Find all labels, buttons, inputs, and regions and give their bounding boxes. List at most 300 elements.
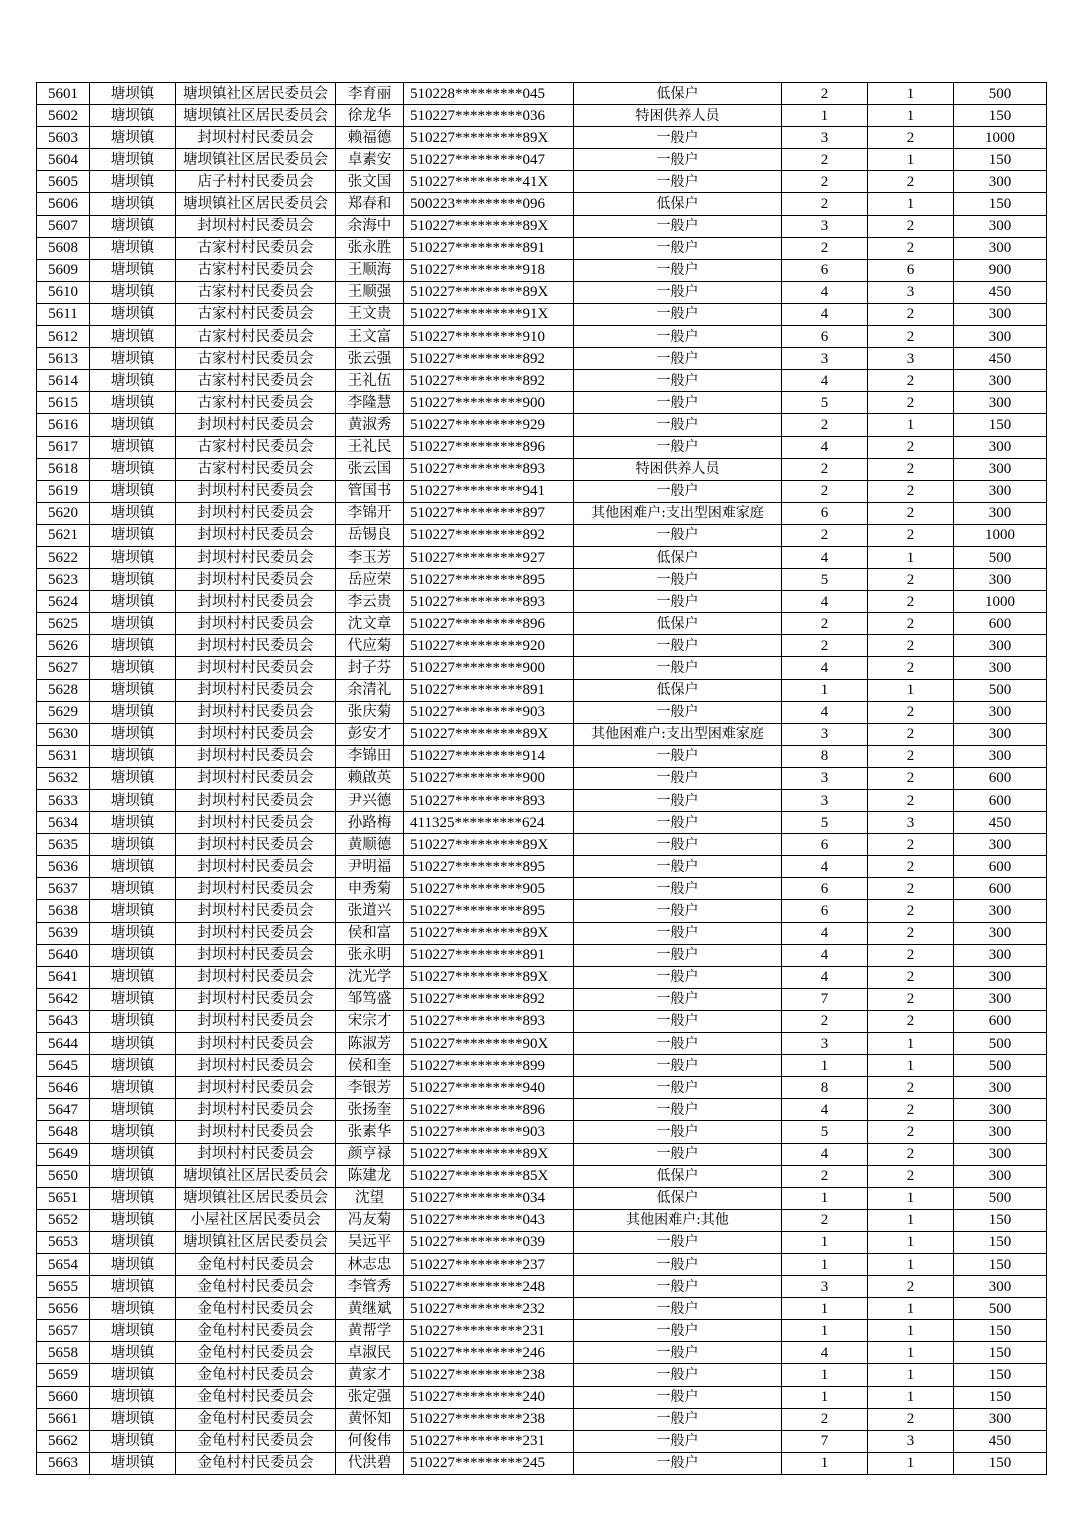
table-row — [37, 1209, 1047, 1231]
household-size-cell: 1 — [782, 1187, 868, 1209]
id-number-cell: 500223*********096 — [404, 193, 574, 215]
table-row — [37, 944, 1047, 966]
committee-name-cell: 封坝村村民委员会 — [176, 569, 336, 591]
household-size-cell: 5 — [782, 392, 868, 414]
amount-cell: 600 — [954, 878, 1047, 900]
beneficiaries-cell: 2 — [868, 701, 954, 723]
table-row — [37, 1187, 1047, 1209]
beneficiaries-cell: 1 — [868, 414, 954, 436]
household-type-cell: 一般户 — [574, 878, 782, 900]
committee-name-cell: 塘坝镇社区居民委员会 — [176, 149, 336, 171]
town-name-cell: 塘坝镇 — [90, 988, 176, 1010]
committee-name-cell: 封坝村村民委员会 — [176, 1121, 336, 1143]
household-size-cell: 3 — [782, 790, 868, 812]
household-size-cell: 2 — [782, 635, 868, 657]
town-name-cell: 塘坝镇 — [90, 1165, 176, 1187]
household-size-cell: 4 — [782, 856, 868, 878]
town-name-cell: 塘坝镇 — [90, 701, 176, 723]
household-size-cell: 4 — [782, 1342, 868, 1364]
id-number-cell: 510227*********896 — [404, 613, 574, 635]
household-type-cell: 一般户 — [574, 1253, 782, 1275]
table-row — [37, 591, 1047, 613]
person-name-cell: 李管秀 — [336, 1276, 404, 1298]
table-row — [37, 1033, 1047, 1055]
household-type-cell: 一般户 — [574, 922, 782, 944]
household-size-cell: 1 — [782, 1055, 868, 1077]
town-name-cell: 塘坝镇 — [90, 281, 176, 303]
table-row — [37, 988, 1047, 1010]
id-number-cell: 510227*********41X — [404, 171, 574, 193]
committee-name-cell: 塘坝镇社区居民委员会 — [176, 1187, 336, 1209]
town-name-cell: 塘坝镇 — [90, 149, 176, 171]
person-name-cell: 余清礼 — [336, 679, 404, 701]
table-row — [37, 237, 1047, 259]
amount-cell: 300 — [954, 326, 1047, 348]
row-number-cell: 5635 — [37, 834, 90, 856]
person-name-cell: 代洪碧 — [336, 1452, 404, 1474]
household-size-cell: 8 — [782, 1077, 868, 1099]
id-number-cell: 510227*********896 — [404, 436, 574, 458]
table-row — [37, 1364, 1047, 1386]
table-row — [37, 1099, 1047, 1121]
beneficiaries-cell: 1 — [868, 1187, 954, 1209]
committee-name-cell: 封坝村村民委员会 — [176, 502, 336, 524]
amount-cell: 300 — [954, 701, 1047, 723]
committee-name-cell: 封坝村村民委员会 — [176, 679, 336, 701]
household-type-cell: 一般户 — [574, 1342, 782, 1364]
town-name-cell: 塘坝镇 — [90, 1430, 176, 1452]
table-row — [37, 1298, 1047, 1320]
table-row — [37, 1408, 1047, 1430]
row-number-cell: 5624 — [37, 591, 90, 613]
committee-name-cell: 封坝村村民委员会 — [176, 414, 336, 436]
household-size-cell: 6 — [782, 259, 868, 281]
beneficiaries-cell: 2 — [868, 966, 954, 988]
town-name-cell: 塘坝镇 — [90, 1452, 176, 1474]
person-name-cell: 岳锡良 — [336, 524, 404, 546]
person-name-cell: 张道兴 — [336, 900, 404, 922]
household-type-cell: 一般户 — [574, 281, 782, 303]
household-size-cell: 1 — [782, 1298, 868, 1320]
household-size-cell: 2 — [782, 480, 868, 502]
committee-name-cell: 店子村村民委员会 — [176, 171, 336, 193]
household-size-cell: 1 — [782, 1231, 868, 1253]
committee-name-cell: 古家村村民委员会 — [176, 370, 336, 392]
beneficiaries-cell: 2 — [868, 723, 954, 745]
household-type-cell: 一般户 — [574, 370, 782, 392]
household-size-cell: 6 — [782, 878, 868, 900]
row-number-cell: 5616 — [37, 414, 90, 436]
town-name-cell: 塘坝镇 — [90, 613, 176, 635]
committee-name-cell: 封坝村村民委员会 — [176, 635, 336, 657]
row-number-cell: 5644 — [37, 1033, 90, 1055]
beneficiaries-cell: 2 — [868, 480, 954, 502]
town-name-cell: 塘坝镇 — [90, 1342, 176, 1364]
table-row — [37, 1320, 1047, 1342]
town-name-cell: 塘坝镇 — [90, 83, 176, 105]
beneficiaries-cell: 1 — [868, 1033, 954, 1055]
household-type-cell: 特困供养人员 — [574, 458, 782, 480]
beneficiaries-cell: 1 — [868, 1342, 954, 1364]
person-name-cell: 沈望 — [336, 1187, 404, 1209]
person-name-cell: 张素华 — [336, 1121, 404, 1143]
town-name-cell: 塘坝镇 — [90, 524, 176, 546]
id-number-cell: 510227*********891 — [404, 237, 574, 259]
id-number-cell: 510227*********043 — [404, 1209, 574, 1231]
id-number-cell: 510227*********89X — [404, 834, 574, 856]
committee-name-cell: 封坝村村民委员会 — [176, 767, 336, 789]
town-name-cell: 塘坝镇 — [90, 856, 176, 878]
beneficiaries-cell: 2 — [868, 1010, 954, 1032]
household-size-cell: 3 — [782, 127, 868, 149]
id-number-cell: 510227*********248 — [404, 1276, 574, 1298]
committee-name-cell: 古家村村民委员会 — [176, 237, 336, 259]
household-type-cell: 一般户 — [574, 1121, 782, 1143]
committee-name-cell: 金龟村村民委员会 — [176, 1364, 336, 1386]
table-row — [37, 1430, 1047, 1452]
person-name-cell: 赖啟英 — [336, 767, 404, 789]
amount-cell: 300 — [954, 370, 1047, 392]
amount-cell: 600 — [954, 790, 1047, 812]
committee-name-cell: 金龟村村民委员会 — [176, 1430, 336, 1452]
household-size-cell: 2 — [782, 149, 868, 171]
id-number-cell: 510227*********900 — [404, 657, 574, 679]
committee-name-cell: 封坝村村民委员会 — [176, 1143, 336, 1165]
town-name-cell: 塘坝镇 — [90, 1121, 176, 1143]
household-size-cell: 2 — [782, 1165, 868, 1187]
household-size-cell: 7 — [782, 988, 868, 1010]
row-number-cell: 5663 — [37, 1452, 90, 1474]
row-number-cell: 5614 — [37, 370, 90, 392]
household-size-cell: 4 — [782, 701, 868, 723]
person-name-cell: 李隆慧 — [336, 392, 404, 414]
id-number-cell: 510227*********891 — [404, 944, 574, 966]
household-type-cell: 一般户 — [574, 480, 782, 502]
id-number-cell: 510227*********895 — [404, 856, 574, 878]
town-name-cell: 塘坝镇 — [90, 127, 176, 149]
table-row — [37, 767, 1047, 789]
person-name-cell: 王礼伍 — [336, 370, 404, 392]
committee-name-cell: 封坝村村民委员会 — [176, 524, 336, 546]
table-row — [37, 83, 1047, 105]
beneficiaries-cell: 2 — [868, 878, 954, 900]
id-number-cell: 510227*********039 — [404, 1231, 574, 1253]
household-size-cell: 2 — [782, 237, 868, 259]
id-number-cell: 510227*********893 — [404, 458, 574, 480]
table-row — [37, 370, 1047, 392]
amount-cell: 500 — [954, 679, 1047, 701]
town-name-cell: 塘坝镇 — [90, 790, 176, 812]
table-row — [37, 790, 1047, 812]
id-number-cell: 510227*********89X — [404, 1143, 574, 1165]
beneficiaries-cell: 2 — [868, 370, 954, 392]
household-size-cell: 1 — [782, 1253, 868, 1275]
household-type-cell: 低保户 — [574, 83, 782, 105]
committee-name-cell: 金龟村村民委员会 — [176, 1276, 336, 1298]
committee-name-cell: 古家村村民委员会 — [176, 259, 336, 281]
beneficiaries-cell: 1 — [868, 83, 954, 105]
person-name-cell: 邹笃盛 — [336, 988, 404, 1010]
row-number-cell: 5610 — [37, 281, 90, 303]
row-number-cell: 5645 — [37, 1055, 90, 1077]
id-number-cell: 510227*********914 — [404, 745, 574, 767]
household-size-cell: 3 — [782, 215, 868, 237]
amount-cell: 300 — [954, 1121, 1047, 1143]
person-name-cell: 王顺海 — [336, 259, 404, 281]
beneficiaries-cell: 2 — [868, 326, 954, 348]
id-number-cell: 510227*********897 — [404, 502, 574, 524]
id-number-cell: 510227*********893 — [404, 1010, 574, 1032]
row-number-cell: 5660 — [37, 1386, 90, 1408]
amount-cell: 300 — [954, 635, 1047, 657]
table-row — [37, 900, 1047, 922]
row-number-cell: 5632 — [37, 767, 90, 789]
beneficiaries-cell: 1 — [868, 1055, 954, 1077]
committee-name-cell: 封坝村村民委员会 — [176, 546, 336, 568]
household-type-cell: 一般户 — [574, 767, 782, 789]
person-name-cell: 张永胜 — [336, 237, 404, 259]
town-name-cell: 塘坝镇 — [90, 105, 176, 127]
amount-cell: 300 — [954, 1165, 1047, 1187]
committee-name-cell: 塘坝镇社区居民委员会 — [176, 1231, 336, 1253]
table-row — [37, 1121, 1047, 1143]
id-number-cell: 510227*********899 — [404, 1055, 574, 1077]
table-row — [37, 878, 1047, 900]
household-type-cell: 一般户 — [574, 1298, 782, 1320]
household-size-cell: 5 — [782, 569, 868, 591]
person-name-cell: 张定强 — [336, 1386, 404, 1408]
id-number-cell: 411325*********624 — [404, 812, 574, 834]
table-row — [37, 281, 1047, 303]
household-type-cell: 一般户 — [574, 1452, 782, 1474]
beneficiaries-cell: 3 — [868, 812, 954, 834]
table-row — [37, 392, 1047, 414]
row-number-cell: 5627 — [37, 657, 90, 679]
person-name-cell: 郑春和 — [336, 193, 404, 215]
beneficiaries-cell: 2 — [868, 767, 954, 789]
row-number-cell: 5643 — [37, 1010, 90, 1032]
person-name-cell: 封子芬 — [336, 657, 404, 679]
row-number-cell: 5656 — [37, 1298, 90, 1320]
household-type-cell: 一般户 — [574, 348, 782, 370]
household-type-cell: 一般户 — [574, 856, 782, 878]
household-type-cell: 一般户 — [574, 436, 782, 458]
beneficiaries-cell: 2 — [868, 215, 954, 237]
table-row — [37, 326, 1047, 348]
person-name-cell: 张扬奎 — [336, 1099, 404, 1121]
amount-cell: 600 — [954, 1010, 1047, 1032]
person-name-cell: 侯和奎 — [336, 1055, 404, 1077]
id-number-cell: 510227*********90X — [404, 1033, 574, 1055]
amount-cell: 300 — [954, 834, 1047, 856]
household-type-cell: 一般户 — [574, 1099, 782, 1121]
amount-cell: 500 — [954, 1033, 1047, 1055]
town-name-cell: 塘坝镇 — [90, 679, 176, 701]
household-size-cell: 4 — [782, 546, 868, 568]
table-row — [37, 812, 1047, 834]
amount-cell: 300 — [954, 1143, 1047, 1165]
row-number-cell: 5603 — [37, 127, 90, 149]
person-name-cell: 黄淑秀 — [336, 414, 404, 436]
person-name-cell: 尹明福 — [336, 856, 404, 878]
person-name-cell: 吴远平 — [336, 1231, 404, 1253]
town-name-cell: 塘坝镇 — [90, 878, 176, 900]
household-type-cell: 一般户 — [574, 1010, 782, 1032]
household-size-cell: 5 — [782, 1121, 868, 1143]
town-name-cell: 塘坝镇 — [90, 1253, 176, 1275]
id-number-cell: 510227*********941 — [404, 480, 574, 502]
amount-cell: 500 — [954, 546, 1047, 568]
amount-cell: 500 — [954, 83, 1047, 105]
row-number-cell: 5622 — [37, 546, 90, 568]
household-size-cell: 2 — [782, 171, 868, 193]
id-number-cell: 510227*********893 — [404, 591, 574, 613]
person-name-cell: 尹兴德 — [336, 790, 404, 812]
beneficiaries-cell: 2 — [868, 392, 954, 414]
town-name-cell: 塘坝镇 — [90, 414, 176, 436]
person-name-cell: 张云国 — [336, 458, 404, 480]
row-number-cell: 5621 — [37, 524, 90, 546]
household-type-cell: 其他困难户:支出型困难家庭 — [574, 723, 782, 745]
amount-cell: 450 — [954, 1430, 1047, 1452]
household-size-cell: 1 — [782, 1452, 868, 1474]
amount-cell: 300 — [954, 1077, 1047, 1099]
household-size-cell: 2 — [782, 414, 868, 436]
committee-name-cell: 封坝村村民委员会 — [176, 812, 336, 834]
beneficiaries-cell: 1 — [868, 546, 954, 568]
row-number-cell: 5609 — [37, 259, 90, 281]
household-size-cell: 2 — [782, 1209, 868, 1231]
town-name-cell: 塘坝镇 — [90, 1033, 176, 1055]
town-name-cell: 塘坝镇 — [90, 745, 176, 767]
household-size-cell: 6 — [782, 834, 868, 856]
amount-cell: 150 — [954, 1452, 1047, 1474]
id-number-cell: 510227*********238 — [404, 1364, 574, 1386]
amount-cell: 300 — [954, 922, 1047, 944]
row-number-cell: 5652 — [37, 1209, 90, 1231]
beneficiaries-cell: 2 — [868, 1408, 954, 1430]
beneficiaries-cell: 3 — [868, 1430, 954, 1452]
id-number-cell: 510227*********238 — [404, 1408, 574, 1430]
person-name-cell: 代应菊 — [336, 635, 404, 657]
town-name-cell: 塘坝镇 — [90, 591, 176, 613]
id-number-cell: 510227*********89X — [404, 966, 574, 988]
row-number-cell: 5646 — [37, 1077, 90, 1099]
committee-name-cell: 封坝村村民委员会 — [176, 613, 336, 635]
beneficiaries-cell: 2 — [868, 944, 954, 966]
town-name-cell: 塘坝镇 — [90, 480, 176, 502]
household-type-cell: 低保户 — [574, 1187, 782, 1209]
id-number-cell: 510227*********896 — [404, 1099, 574, 1121]
amount-cell: 300 — [954, 900, 1047, 922]
table-row — [37, 635, 1047, 657]
committee-name-cell: 金龟村村民委员会 — [176, 1386, 336, 1408]
town-name-cell: 塘坝镇 — [90, 723, 176, 745]
row-number-cell: 5625 — [37, 613, 90, 635]
household-size-cell: 2 — [782, 193, 868, 215]
id-number-cell: 510227*********892 — [404, 370, 574, 392]
town-name-cell: 塘坝镇 — [90, 922, 176, 944]
row-number-cell: 5654 — [37, 1253, 90, 1275]
person-name-cell: 陈淑芳 — [336, 1033, 404, 1055]
committee-name-cell: 封坝村村民委员会 — [176, 215, 336, 237]
beneficiaries-cell: 2 — [868, 591, 954, 613]
beneficiaries-cell: 1 — [868, 1452, 954, 1474]
household-type-cell: 一般户 — [574, 944, 782, 966]
beneficiaries-cell: 2 — [868, 458, 954, 480]
table-row — [37, 348, 1047, 370]
table-row — [37, 1342, 1047, 1364]
committee-name-cell: 封坝村村民委员会 — [176, 1033, 336, 1055]
beneficiaries-cell: 1 — [868, 1386, 954, 1408]
committee-name-cell: 封坝村村民委员会 — [176, 1055, 336, 1077]
beneficiaries-cell: 1 — [868, 1253, 954, 1275]
household-size-cell: 2 — [782, 458, 868, 480]
town-name-cell: 塘坝镇 — [90, 326, 176, 348]
town-name-cell: 塘坝镇 — [90, 193, 176, 215]
household-size-cell: 5 — [782, 812, 868, 834]
person-name-cell: 黄继斌 — [336, 1298, 404, 1320]
amount-cell: 150 — [954, 1320, 1047, 1342]
town-name-cell: 塘坝镇 — [90, 1187, 176, 1209]
household-type-cell: 一般户 — [574, 745, 782, 767]
beneficiaries-cell: 2 — [868, 834, 954, 856]
beneficiaries-cell: 1 — [868, 149, 954, 171]
town-name-cell: 塘坝镇 — [90, 171, 176, 193]
committee-name-cell: 古家村村民委员会 — [176, 326, 336, 348]
beneficiaries-cell: 3 — [868, 281, 954, 303]
person-name-cell: 冯友菊 — [336, 1209, 404, 1231]
amount-cell: 300 — [954, 303, 1047, 325]
committee-name-cell: 封坝村村民委员会 — [176, 834, 336, 856]
beneficiaries-cell: 3 — [868, 348, 954, 370]
amount-cell: 300 — [954, 745, 1047, 767]
household-size-cell: 4 — [782, 303, 868, 325]
town-name-cell: 塘坝镇 — [90, 1298, 176, 1320]
town-name-cell: 塘坝镇 — [90, 215, 176, 237]
row-number-cell: 5605 — [37, 171, 90, 193]
committee-name-cell: 金龟村村民委员会 — [176, 1408, 336, 1430]
household-size-cell: 3 — [782, 723, 868, 745]
household-size-cell: 1 — [782, 105, 868, 127]
committee-name-cell: 金龟村村民委员会 — [176, 1298, 336, 1320]
committee-name-cell: 塘坝镇社区居民委员会 — [176, 105, 336, 127]
household-type-cell: 一般户 — [574, 524, 782, 546]
household-type-cell: 其他困难户:支出型困难家庭 — [574, 502, 782, 524]
amount-cell: 300 — [954, 392, 1047, 414]
table-row — [37, 193, 1047, 215]
beneficiaries-cell: 2 — [868, 613, 954, 635]
beneficiaries-cell: 1 — [868, 1364, 954, 1386]
table-row — [37, 723, 1047, 745]
committee-name-cell: 古家村村民委员会 — [176, 303, 336, 325]
id-number-cell: 510227*********920 — [404, 635, 574, 657]
table-row — [37, 1010, 1047, 1032]
row-number-cell: 5602 — [37, 105, 90, 127]
committee-name-cell: 封坝村村民委员会 — [176, 480, 336, 502]
row-number-cell: 5618 — [37, 458, 90, 480]
id-number-cell: 510227*********927 — [404, 546, 574, 568]
town-name-cell: 塘坝镇 — [90, 303, 176, 325]
household-type-cell: 一般户 — [574, 1320, 782, 1342]
amount-cell: 300 — [954, 988, 1047, 1010]
person-name-cell: 岳应荣 — [336, 569, 404, 591]
household-type-cell: 低保户 — [574, 679, 782, 701]
row-number-cell: 5626 — [37, 635, 90, 657]
person-name-cell: 孙路梅 — [336, 812, 404, 834]
beneficiaries-cell: 2 — [868, 657, 954, 679]
household-size-cell: 6 — [782, 326, 868, 348]
